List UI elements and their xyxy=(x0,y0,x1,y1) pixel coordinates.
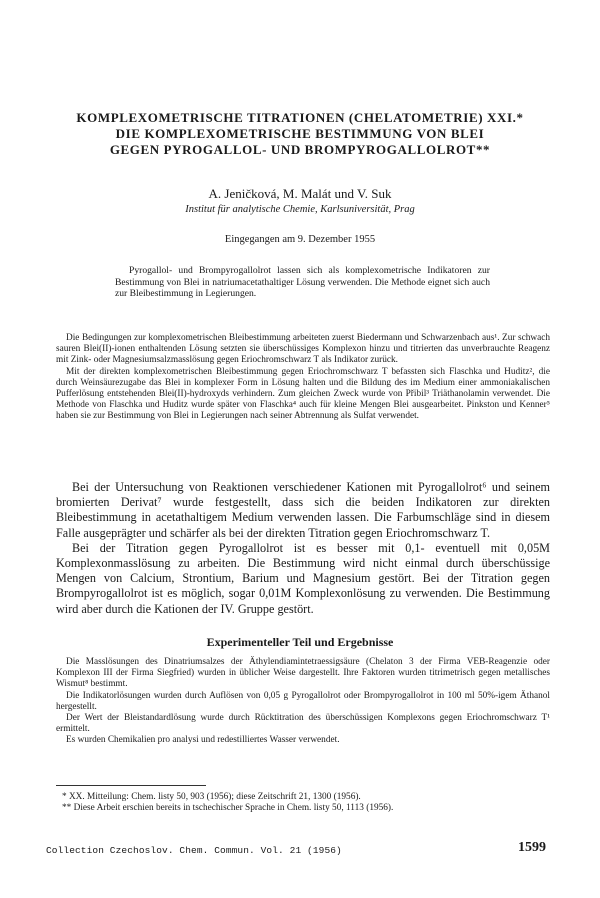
received-date: Eingegangen am 9. Dezember 1955 xyxy=(224,234,376,245)
affiliation: Institut für analytische Chemie, Karlsuniversität, Prag xyxy=(185,204,415,215)
introduction-small-print xyxy=(56,333,550,423)
footnote-1: * XX. Mitteilung: Chem. listy 50, 903 (1956); diese Zeitschrift 21, 1300 (1956). xyxy=(62,792,361,802)
title-line-2: DIE KOMPLEXOMETRISCHE BESTIMMUNG VON BLEI xyxy=(115,126,485,141)
abstract xyxy=(115,265,490,300)
experimental-paragraph-2: Die Indikatorlösungen wurden durch Auflösen von 0,05 g Pyrogallolrot oder Brompyrogallolrot in 100 ml 50%-igem Äthanol hergestellt. xyxy=(56,690,550,712)
footnote-2: ** Diese Arbeit erschien bereits in tschechischer Sprache in Chem. listy 50, 1113 (1956). xyxy=(62,803,394,814)
footnote-divider xyxy=(56,785,206,786)
experimental-section xyxy=(56,657,550,747)
title-line-3: GEGEN PYROGALLOL- UND BROMPYROGALLOLROT** xyxy=(109,142,491,157)
footnotes xyxy=(56,792,550,814)
running-footer: Collection Czechoslov. Chem. Commun. Vol. 21 (1956) xyxy=(46,845,342,856)
page-number: 1599 xyxy=(518,840,546,855)
body-paragraph-1: Bei der Untersuchung von Reaktionen verschiedener Kationen mit Pyrogallolrot⁶ und seinem bromierten Derivat⁷ wurde festgestellt, dass sich die beiden Indikatoren zur direkten Bleibestimmung in acetathaltigem Medium verwenden lassen. Die Farbumschläge sind in diesem Falle ausgeprägter und schärfer als bei der direkten Titration gegen Eriochromschwarz T. xyxy=(56,480,550,540)
experimental-paragraph-1: Die Masslösungen des Dinatriumsalzes der Äthylendiamintetraessigsäure (Chelaton 3 der Firma VEB-Reagenzie oder Komplexon III der Firma Siegfried) wurden in üblicher Weise dargestellt. Ihre Faktoren wurden titrimetrisch gegen metallisches Wismut⁸ bestimmt. xyxy=(56,657,550,690)
title-line-1: KOMPLEXOMETRISCHE TITRATIONEN (CHELATOMETRIE) XXI.* xyxy=(76,110,524,125)
main-body xyxy=(56,480,550,617)
body-paragraph-2: Bei der Titration gegen Pyrogallolrot ist es besser mit 0,1- eventuell mit 0,05M Komplexonmasslösung zu arbeiten. Die Bestimmung wird nicht einmal durch überschüssige Mengen von Calcium, Strontium, Barium und Magnesium gestört. Bei der Titration gegen Brompyrogallolrot ist es möglich, sogar 0,01M Komplexonlösung zu verwenden. Die Bestimmung wird aber durch die Kationen der IV. Gruppe gestört. xyxy=(56,540,550,616)
article-title xyxy=(40,110,560,158)
intro-paragraph-1: Die Bedingungen zur komplexometrischen Bleibestimmung arbeiteten zuerst Biedermann und Schwarzenbach aus¹. Zur schwach sauren Blei(II)-ionen enthaltenden Lösung setzten sie überschüssiges Komplexon hinzu und titrierten das unverbrauchte Reagenz mit Zink- oder Magnesiumsalzmasslösung gegen Eriochromschwarz T als Indikator zurück. xyxy=(56,333,550,366)
experimental-paragraph-4: Es wurden Chemikalien pro analysi und redestilliertes Wasser verwendet. xyxy=(66,735,340,746)
intro-paragraph-2: Mit der direkten komplexometrischen Bleibestimmung gegen Eriochromschwarz T befassten sich Flaschka und Huditz², die durch Weinsäurezugabe das Blei in komplexer Form in Lösung halten und die Bildung des im Medium einer ammoniakalischen Pufferlösung entstehenden Blei(II)-hydroxyds verhindern. Zum gleichen Zweck wurde von Přibil³ Triäthanolamin verwendet. Die Methode von Flaschka und Huditz wurde später von Flaschka⁴ auch für kleine Mengen Blei ausgearbeitet. Pinkston und Kenner⁵ haben sie zur Bestimmung von Blei in Legierungen nach seiner Abtrennung als Sulfat verwendet. xyxy=(56,366,550,422)
section-heading: Experimenteller Teil und Ergebnisse xyxy=(206,635,394,649)
abstract-text: Pyrogallol- und Brompyrogallolrot lassen sich als komplexometrische Indikatoren zur Bestimmung von Blei in natriumacetathaltiger Lösung verwenden. Die Methode eignet sich auch zur Bleibestimmung in Legierungen. xyxy=(115,265,490,300)
experimental-paragraph-3: Der Wert der Bleistandardlösung wurde durch Rücktitration des überschüssigen Komplexons gegen Eriochromschwarz T¹ ermittelt. xyxy=(56,713,550,735)
authors: A. Jeničková, M. Malát und V. Suk xyxy=(208,186,392,201)
